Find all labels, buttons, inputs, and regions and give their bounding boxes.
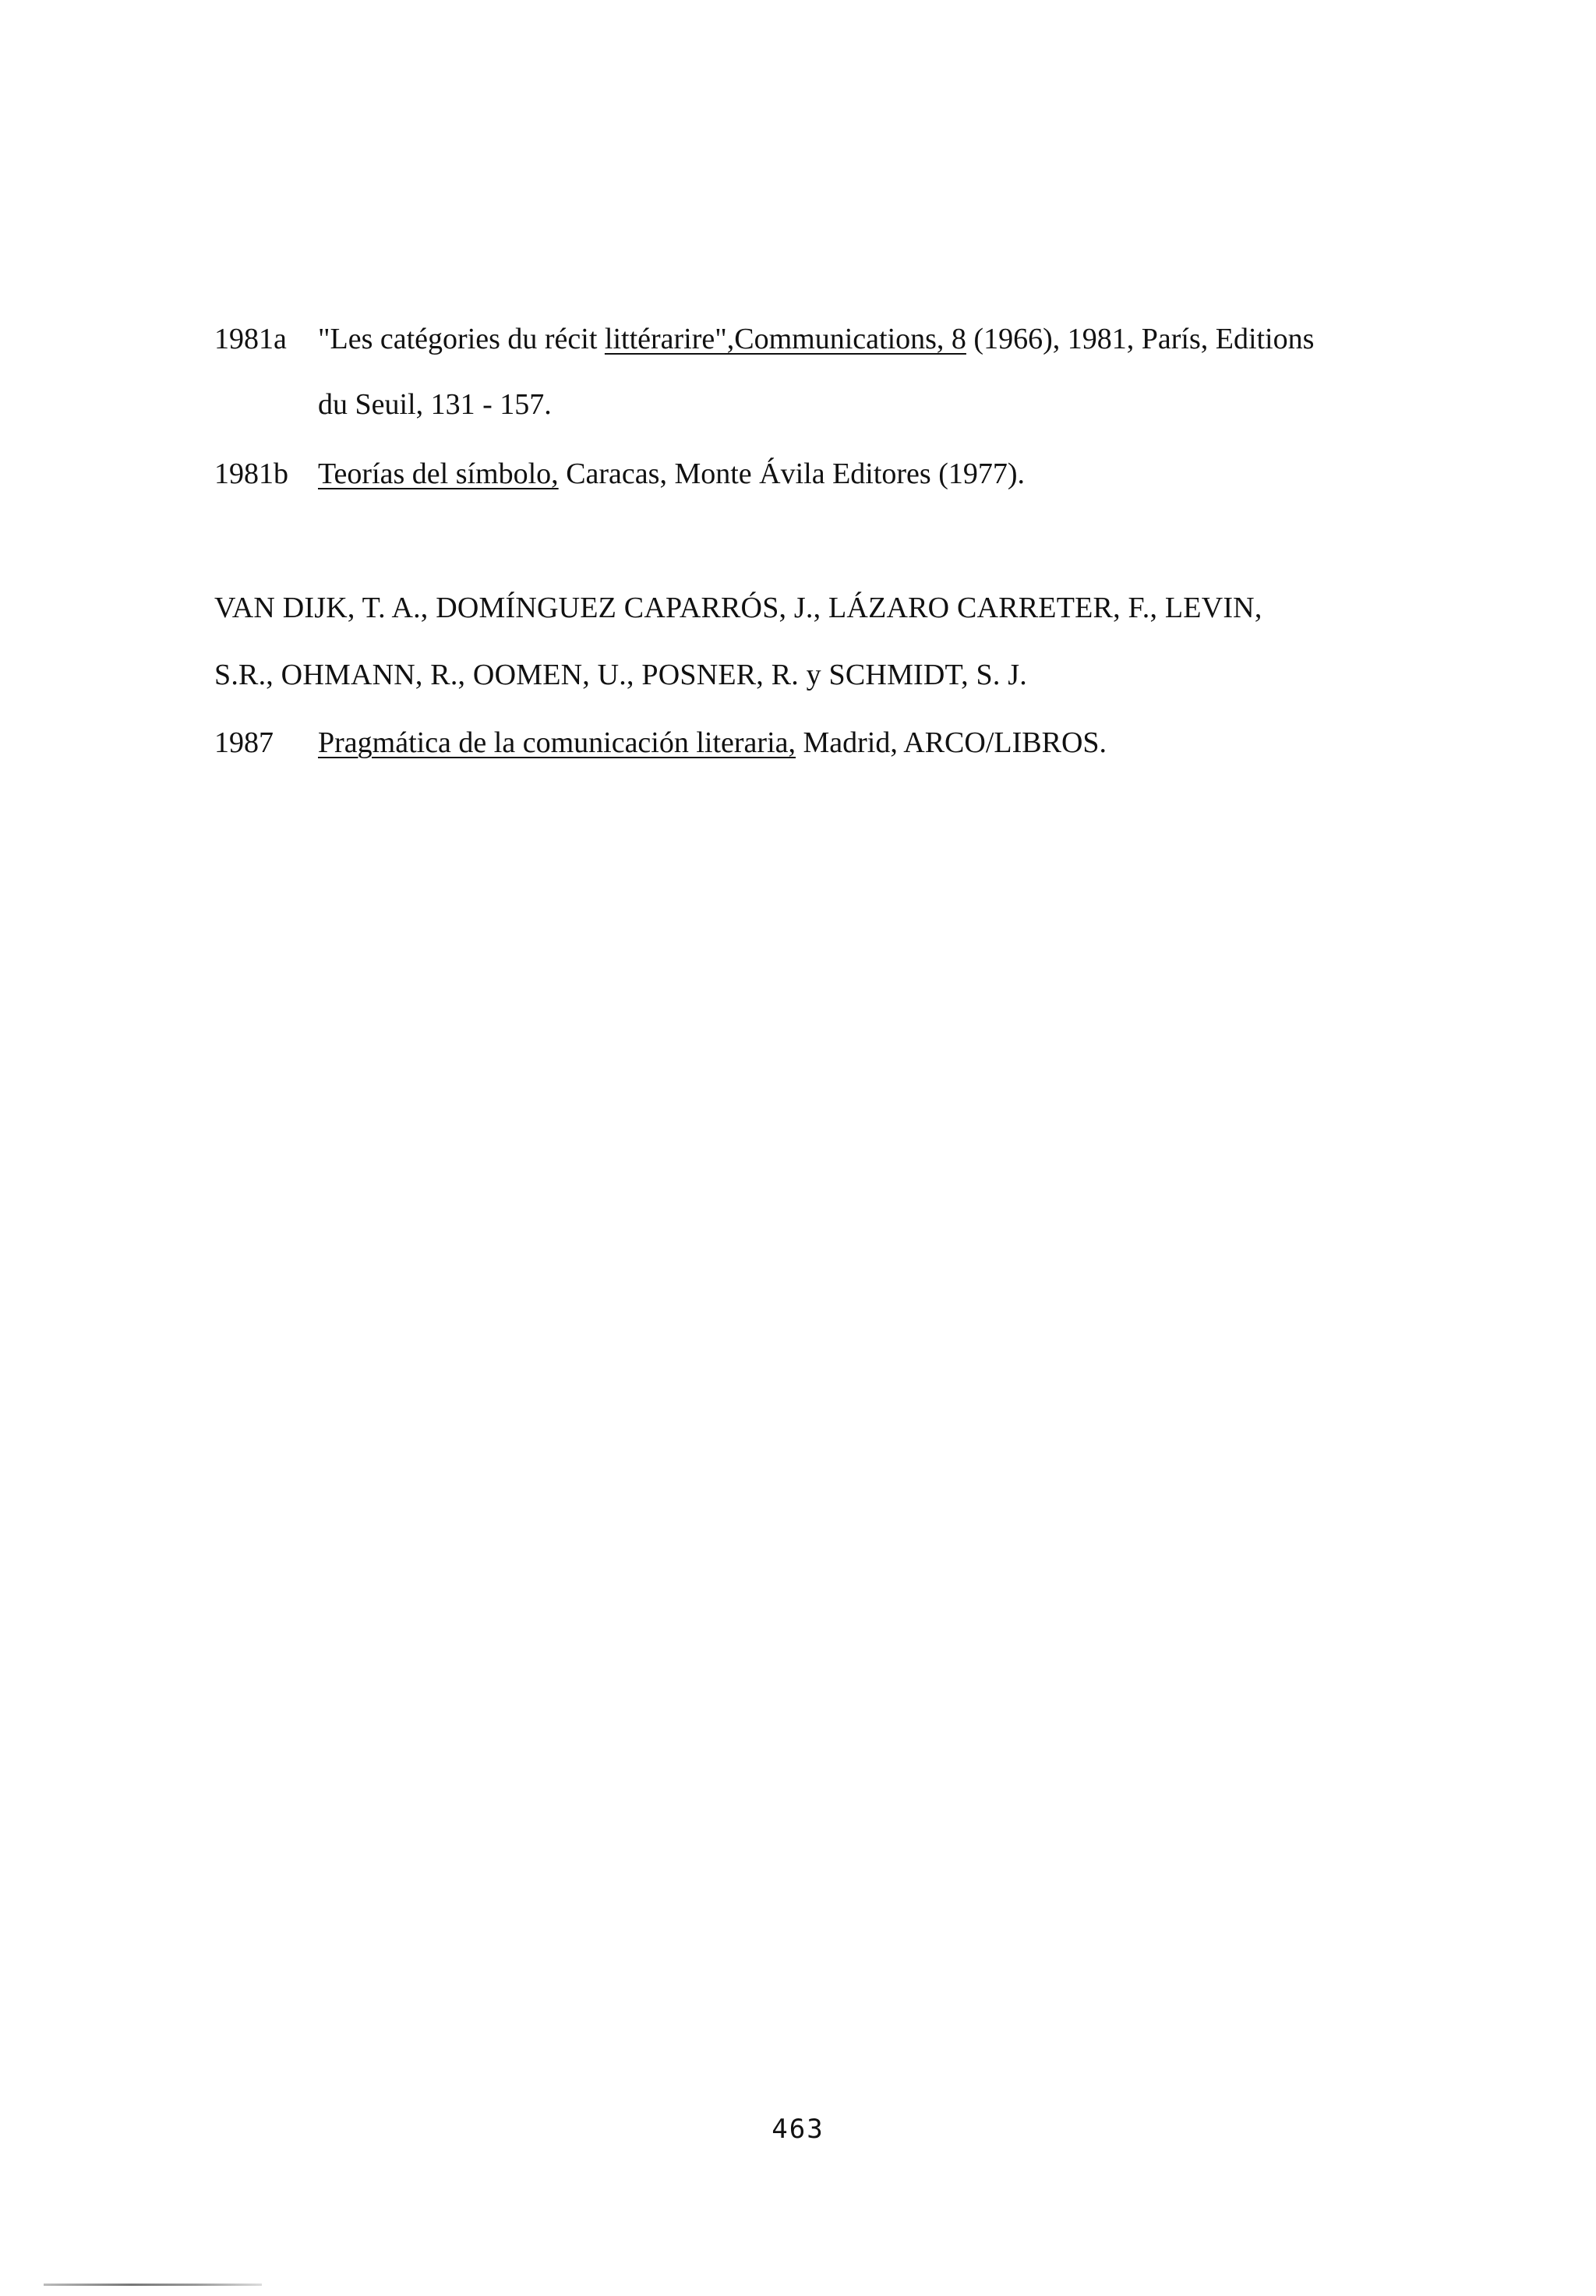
entry-text-line2: du Seuil, 131 - 157. <box>318 388 552 421</box>
entry-year: 1987 <box>214 726 274 759</box>
entry-details: Caracas, Monte Ávila Editores (1977). <box>558 457 1026 490</box>
page-number: 463 <box>772 2114 824 2145</box>
entry-text-line1 <box>318 321 1314 357</box>
author-heading-line2: S.R., OHMANN, R., OOMEN, U., POSNER, R. y SCHMIDT, S. J. <box>214 659 1027 691</box>
entry-title-underlined: littérarire",Communications, 8 <box>604 323 966 355</box>
entry-text-line1 <box>318 456 1025 492</box>
scan-artifact-line <box>44 2284 262 2286</box>
entry-title-plain: "Les catégories du récit <box>318 323 605 355</box>
entry-year: 1981a <box>214 323 287 355</box>
entry-details: (1966), 1981, París, Editions <box>966 323 1315 355</box>
entry-details: Madrid, ARCO/LIBROS. <box>796 726 1107 759</box>
entry-year: 1981b <box>214 457 288 490</box>
entry-title-underlined: Teorías del símbolo, <box>318 457 559 490</box>
entry-title-underlined: Pragmática de la comunicación literaria, <box>318 726 796 759</box>
author-heading-line1: VAN DIJK, T. A., DOMÍNGUEZ CAPARRÓS, J., LÁZARO CARRETER, F., LEVIN, <box>214 592 1262 624</box>
entry-text-line1 <box>318 725 1107 761</box>
